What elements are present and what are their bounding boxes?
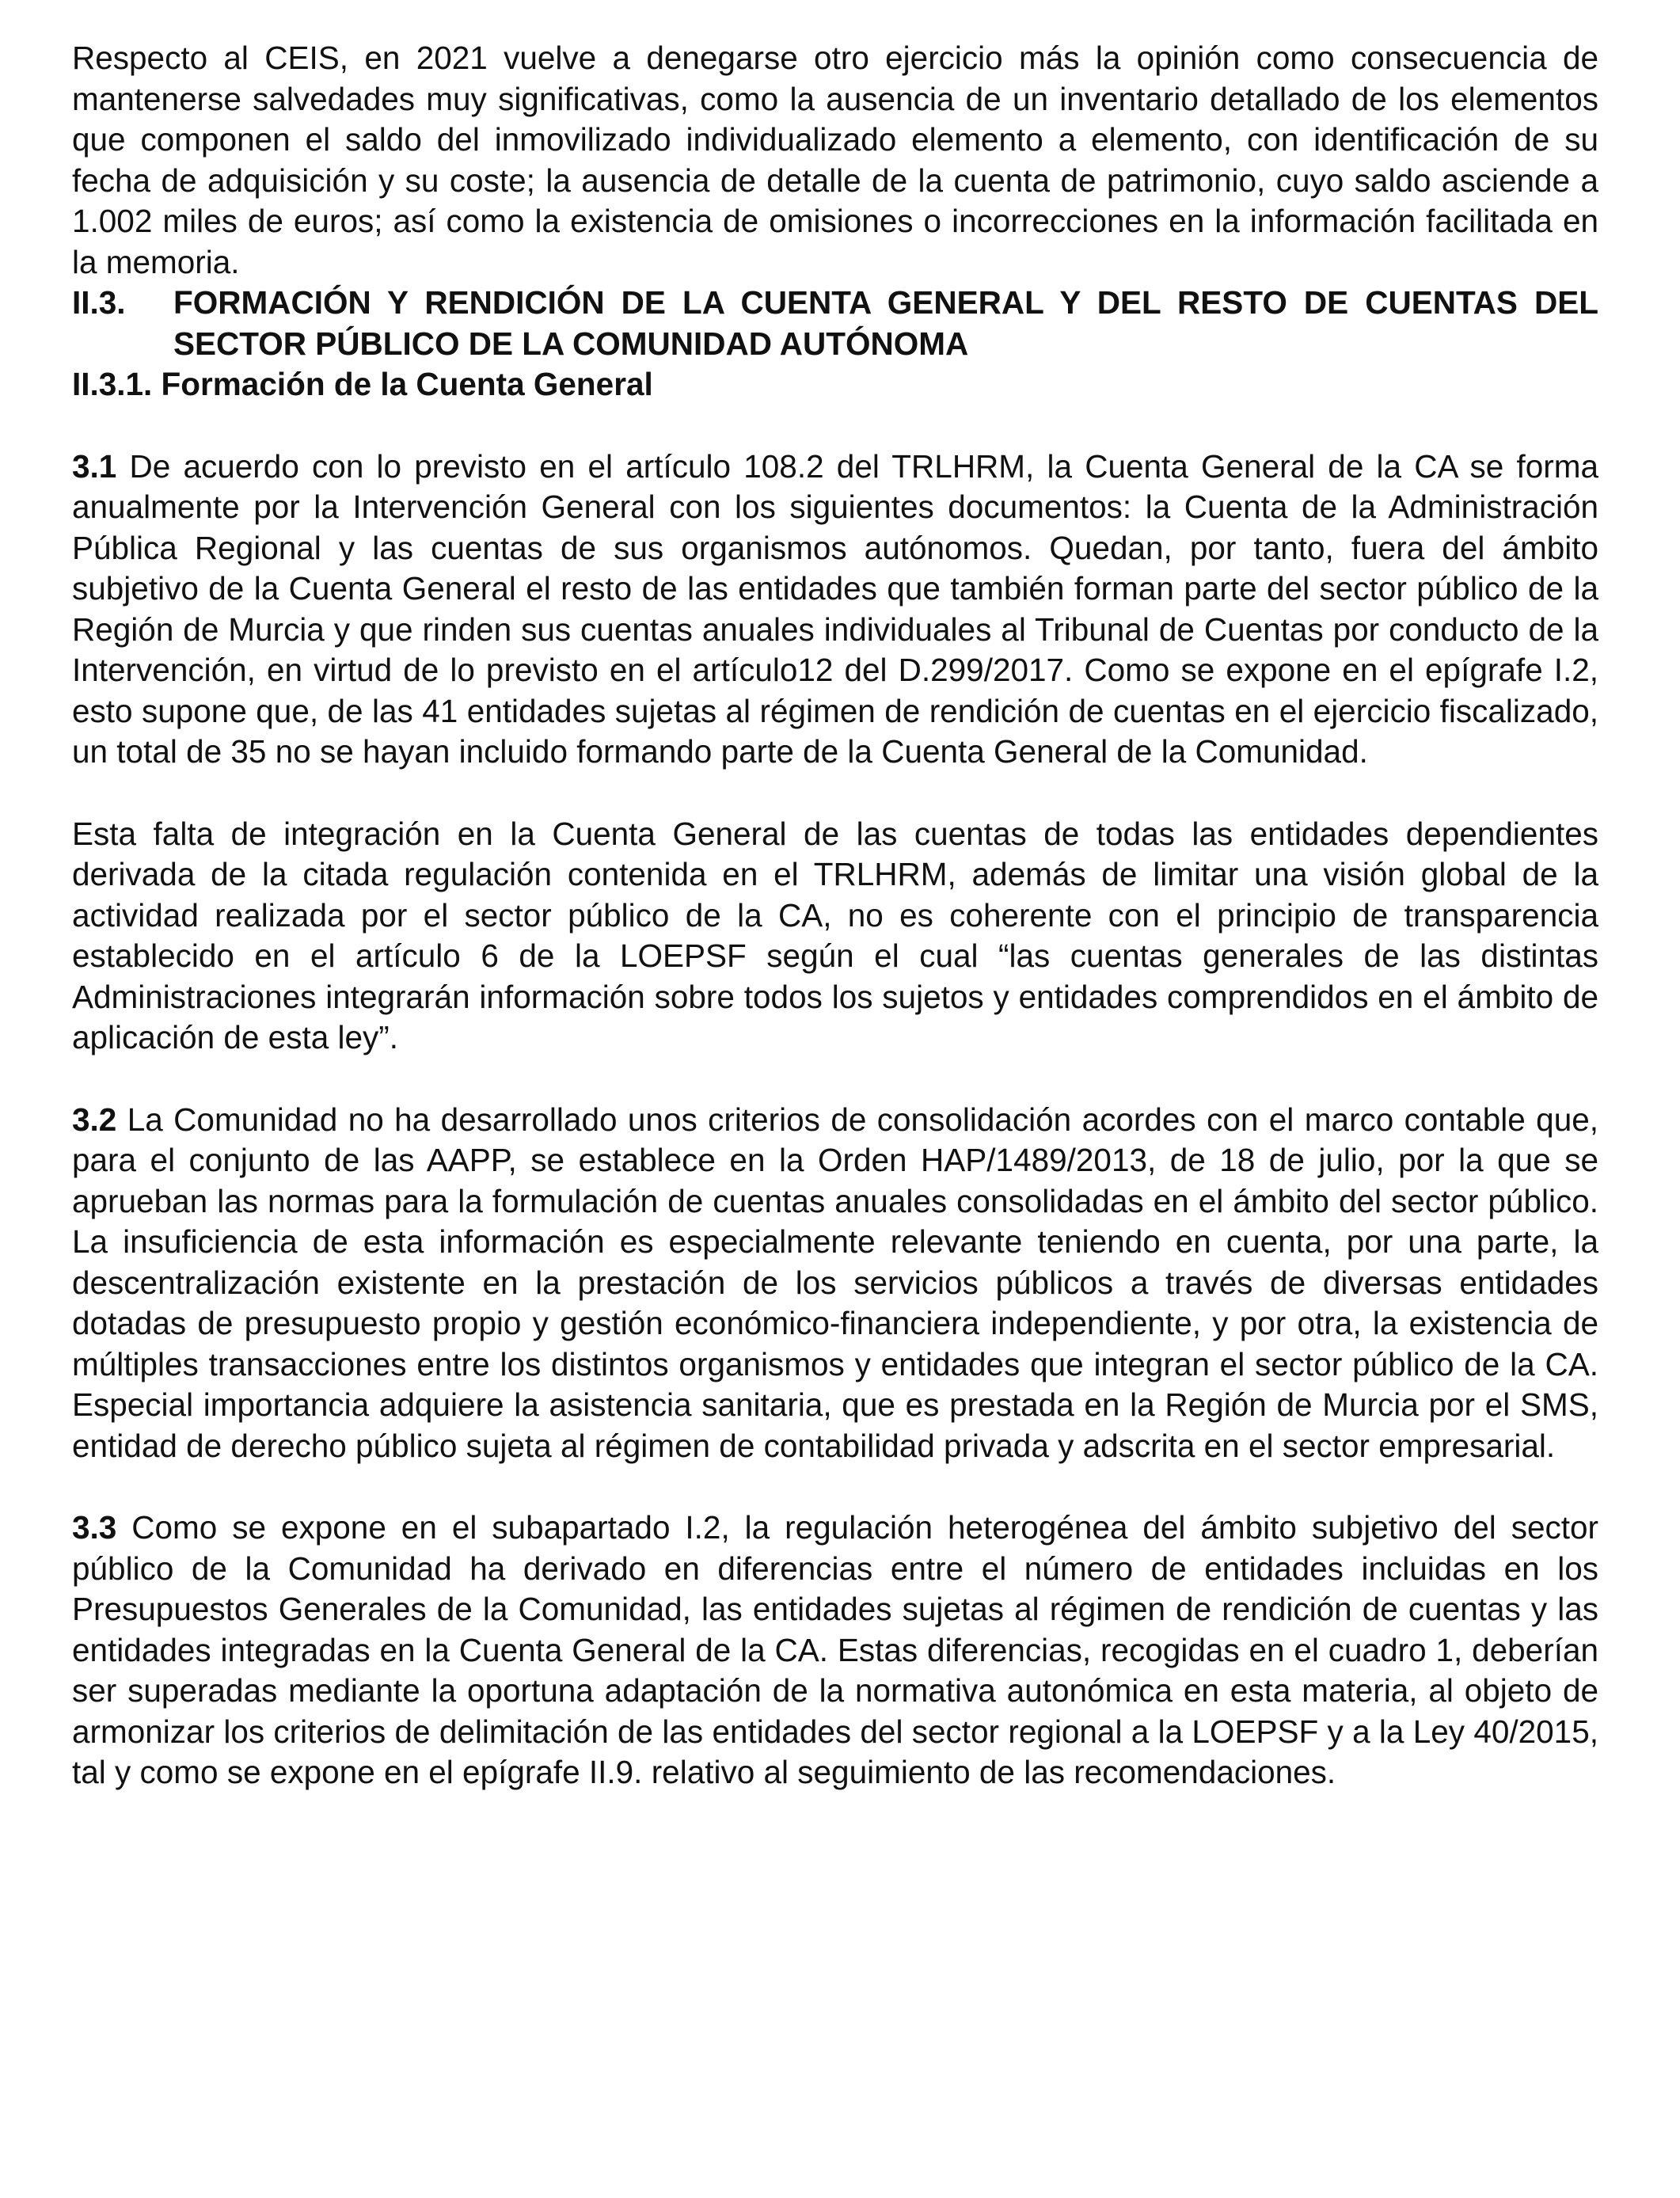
subsection-heading: II.3.1. Formación de la Cuenta General — [72, 366, 653, 402]
section-heading-number: II.3. — [72, 284, 126, 321]
paragraph-3-3-text: Como se expone en el subapartado I.2, la regulación heterogénea del ámbito subjetivo del sector público de la Comunidad ha derivado en diferencias entre el número de entidades incluidas en los Presupuestos Generales de la Comunidad, las entidades sujetas al régimen de rendición de cuentas y las entidades integradas en la Cuenta General de la CA. Estas diferencias, recogidas en el cuadro 1, deberían ser superadas mediante la oportuna adaptación de la normativa autonómica en esta materia, al objeto de armonizar los criterios de delimitación de las entidades del sector regional a la LOEPSF y a la Ley 40/2015, tal y como se expone en el epígrafe II.9. relativo al seguimiento de las recomendaciones. — [72, 1509, 1598, 1790]
paragraph-3-3 — [72, 1508, 1598, 1793]
intro-paragraph: Respecto al CEIS, en 2021 vuelve a denegarse otro ejercicio más la opinión como consecuencia de mantenerse salvedades muy significativas, como la ausencia de un inventario detallado de los elementos que componen el saldo del inmovilizado individualizado elemento a elemento, con identificación de su fecha de adquisición y su coste; la ausencia de detalle de la cuenta de patrimonio, cuyo saldo asciende a 1.002 miles de euros; así como la existencia de omisiones o incorrecciones en la información facilitada en la memoria. — [72, 40, 1598, 280]
paragraph-3-2-text: La Comunidad no ha desarrollado unos criterios de consolidación acordes con el marco contable que, para el conjunto de las AAPP, se establece en la Orden HAP/1489/2013, de 18 de julio, por la que se aprueban las normas para la formulación de cuentas anuales consolidadas en el ámbito del sector público. La insuficiencia de esta información es especialmente relevante teniendo en cuenta, por una parte, la descentralización existente en la prestación de los servicios públicos a través de diversas entidades dotadas de presupuesto propio y gestión económico-financiera independiente, y por otra, la existencia de múltiples transacciones entre los distintos organismos y entidades que integran el sector público de la CA. Especial importancia adquiere la asistencia sanitaria, que es prestada en la Región de Murcia por el SMS, entidad de derecho público sujeta al régimen de contabilidad privada y adscrita en el sector empresarial. — [72, 1101, 1598, 1464]
paragraph-3-1-text: De acuerdo con lo previsto en el artículo 108.2 del TRLHRM, la Cuenta General de la CA se forma anualmente por la Intervención General con los siguientes documentos: la Cuenta de la Administración Pública Regional y las cuentas de sus organismos autónomos. Quedan, por tanto, fuera del ámbito subjetivo de la Cuenta General el resto de las entidades que también forman parte del sector público de la Región de Murcia y que rinden sus cuentas anuales individuales al Tribunal de Cuentas por conducto de la Intervención, en virtud de lo previsto en el artículo12 del D.299/2017. Como se expone en el epígrafe I.2, esto supone que, de las 41 entidades sujetas al régimen de rendición de cuentas en el ejercicio fiscalizado, un total de 35 no se hayan incluido formando parte de la Cuenta General de la Comunidad. — [72, 447, 1598, 770]
paragraph-3-3-number: 3.3 — [72, 1509, 117, 1546]
paragraph-3-1-number: 3.1 — [72, 447, 117, 485]
section-heading-title: FORMACIÓN Y RENDICIÓN DE LA CUENTA GENERAL Y DEL RESTO DE CUENTAS DEL SECTOR PÚBLICO DE LA COMUNIDAD AUTÓNOMA — [173, 284, 1598, 362]
document-page — [72, 38, 1598, 1793]
section-heading — [72, 283, 1598, 364]
paragraph-3-2-number: 3.2 — [72, 1101, 117, 1138]
paragraph-3-1 — [72, 447, 1598, 773]
paragraph-integration: Esta falta de integración en la Cuenta General de las cuentas de todas las entidades dependientes derivada de la citada regulación contenida en el TRLHRM, además de limitar una visión global de la actividad realizada por el sector público de la CA, no es coherente con el principio de transparencia establecido en el artículo 6 de la LOEPSF según el cual “las cuentas generales de las distintas Administraciones integrarán información sobre todos los sujetos y entidades comprendidos en el ámbito de aplicación de esta ley”. — [72, 815, 1598, 1055]
paragraph-3-2 — [72, 1100, 1598, 1467]
